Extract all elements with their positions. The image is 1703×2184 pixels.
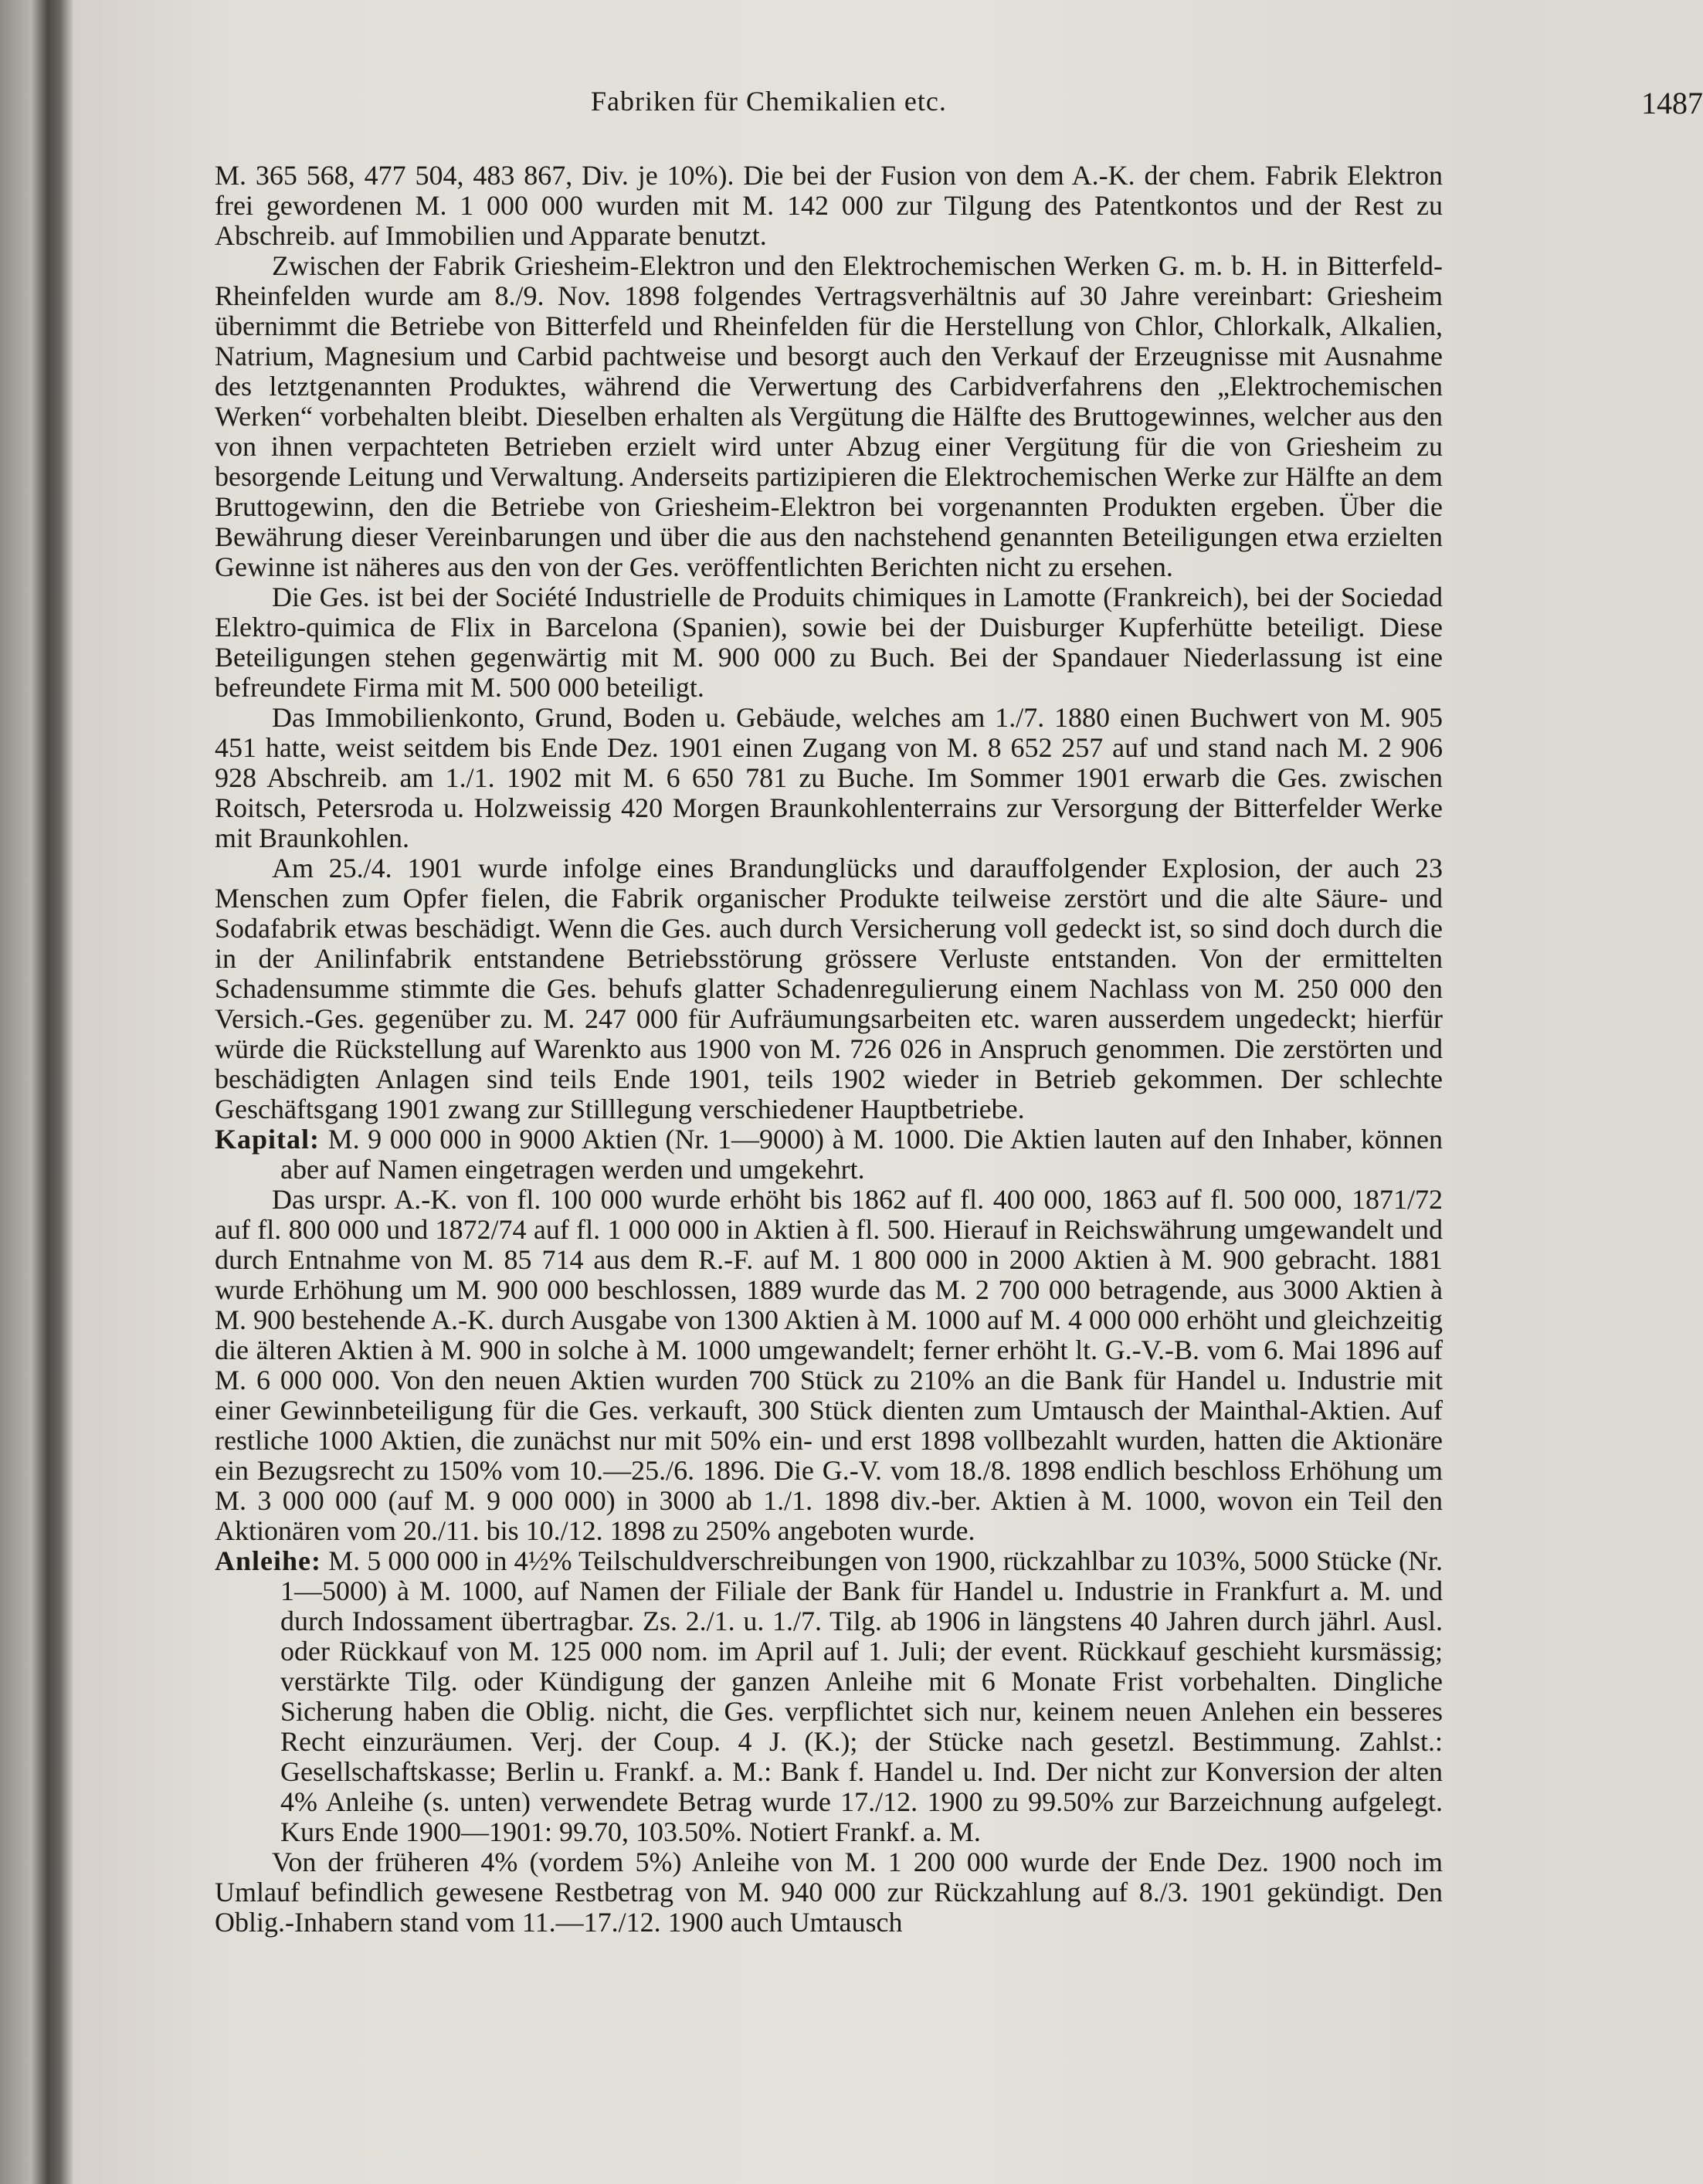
anleihe-label: Anleihe: — [215, 1545, 321, 1576]
paragraph-vertragsverhaeltnis: Zwischen der Fabrik Griesheim-Elektron und den Elektrochemischen Werken G. m. b. H. in Bitterfeld-Rheinfelden wurde am 8./9. Nov. 1898 folgendes Vertragsverhältnis auf 30 Jahre vereinbart: Griesheim übernimmt die Betriebe von Bitterfeld und Rheinfelden für die Herstellung von Chlor, Chlorkalk, Alkalien, Natrium, Magnesium und Carbid pachtweise und besorgt auch den Verkauf der Erzeugnisse mit Ausnahme des letztgenannten Produktes, während die Verwertung des Carbidverfahrens den „Elektrochemischen Werken“ vorbehalten bleibt. Dieselben erhalten als Vergütung die Hälfte des Bruttogewinnes, welcher aus den von ihnen verpachteten Betrieben erzielt wird unter Abzug einer Vergütung für die von Griesheim zu besorgende Leitung und Verwaltung. Anderseits partizipieren die Elektrochemischen Werke zur Hälfte an dem Bruttogewinn, den die Betriebe von Griesheim-Elektron bei vorgenannten Produkten ergeben. Über die Bewährung dieser Vereinbarungen und über die aus den nachstehend genannten Beteiligungen etwa erzielten Gewinne ist näheres aus den von der Ges. veröffentlichten Berichten nicht zu ersehen. — [215, 250, 1443, 582]
paragraph-kapital-history: Das urspr. A.-K. von fl. 100 000 wurde erhöht bis 1862 auf fl. 400 000, 1863 auf fl. 500 000, 1871/72 auf fl. 800 000 und 1872/74 auf fl. 1 000 000 in Aktien à fl. 500. Hierauf in Reichswährung umgewandelt und durch Entnahme von M. 85 714 aus dem R.-F. auf M. 1 800 000 in 2000 Aktien à M. 900 gebracht. 1881 wurde Erhöhung um M. 900 000 beschlossen, 1889 wurde das M. 2 700 000 betragende, aus 3000 Aktien à M. 900 bestehende A.-K. durch Ausgabe von 1300 Aktien à M. 1000 auf M. 4 000 000 erhöht und gleichzeitig die älteren Aktien à M. 900 in solche à M. 1000 umgewandelt; ferner erhöht lt. G.-V.-B. vom 6. Mai 1896 auf M. 6 000 000. Von den neuen Aktien wurden 700 Stück zu 210% an die Bank für Handel u. Industrie mit einer Gewinnbeteiligung für die Ges. verkauft, 300 Stück dienten zum Umtausch der Mainthal-Aktien. Auf restliche 1000 Aktien, die zunächst nur mit 50% ein- und erst 1898 vollbezahlt wurden, hatten die Aktionäre ein Bezugsrecht zu 150% vom 10.—25./6. 1896. Die G.-V. vom 18./8. 1898 endlich beschloss Erhöhung um M. 3 000 000 (auf M. 9 000 000) in 3000 ab 1./1. 1898 div.-ber. Aktien à M. 1000, wovon ein Teil den Aktionären vom 20./11. bis 10./12. 1898 zu 250% angeboten wurde. — [215, 1184, 1443, 1546]
running-head: Fabriken für Chemikalien etc. — [591, 86, 947, 117]
page-header — [73, 85, 1703, 131]
kapital-label: Kapital: — [215, 1124, 321, 1155]
page-body — [215, 161, 1443, 1938]
page-number: 1487 — [1641, 86, 1703, 120]
section-kapital — [215, 1124, 1443, 1185]
paragraph-dividend-fusion: M. 365 568, 477 504, 483 867, Div. je 10%). Die bei der Fusion von dem A.-K. der chem. Fabrik Elektron frei gewordenen M. 1 000 000 wurden mit M. 142 000 zur Tilgung des Patentkontos und der Rest zu Abschreib. auf Immobilien und Apparate benutzt. — [215, 160, 1443, 251]
section-anleihe — [215, 1546, 1443, 1847]
paragraph-anleihe-continued: Von der früheren 4% (vordem 5%) Anleihe von M. 1 200 000 wurde der Ende Dez. 1900 noch im Umlauf befindlich gewesene Restbetrag von M. 940 000 zur Rückzahlung auf 8./3. 1901 gekündigt. Den Oblig.-Inhabern stand vom 11.—17./12. 1900 auch Umtausch — [215, 1847, 1443, 1938]
anleihe-lead: M. 5 000 000 in 4½% Teilschuldverschreibungen von 1900, rückzahlbar zu 103%, 5000 Stücke (Nr. 1—5000) à M. 1000, auf Namen der Filiale der Bank für Handel u. Industrie in Frankfurt a. M. und durch Indossament übertragbar. Zs. 2./1. u. 1./7. Tilg. ab 1906 in längstens 40 Jahren durch jährl. Ausl. oder Rückkauf von M. 125 000 nom. im April auf 1. Juli; der event. Rückkauf geschieht kursmässig; verstärkte Tilg. oder Kündigung der ganzen Anleihe mit 6 Monate Frist vorbehalten. Dingliche Sicherung haben die Oblig. nicht, die Ges. verpflichtet sich nur, keinem neuen Anlehen ein besseres Recht einzuräumen. Verj. der Coup. 4 J. (K.); der Stücke nach gesetzl. Bestimmung. Zahlst.: Gesellschaftskasse; Berlin u. Frankf. a. M.: Bank f. Handel u. Ind. Der nicht zur Konversion der alten 4% Anleihe (s. unten) verwendete Betrag wurde 17./12. 1900 zu 99.50% zur Barzeichnung aufgelegt. Kurs Ende 1900—1901: 99.70, 103.50%. Notiert Frankf. a. M. — [280, 1545, 1443, 1847]
book-binding-gutter — [0, 0, 73, 2184]
paragraph-immobilienkonto: Das Immobilienkonto, Grund, Boden u. Gebäude, welches am 1./7. 1880 einen Buchwert von M. 905 451 hatte, weist seitdem bis Ende Dez. 1901 einen Zugang von M. 8 652 257 auf und stand nach M. 2 906 928 Abschreib. am 1./1. 1902 mit M. 6 650 781 zu Buche. Im Sommer 1901 erwarb die Ges. zwischen Roitsch, Petersroda u. Holzweissig 420 Morgen Braunkohlenterrains zur Versorgung der Bitterfelder Werke mit Braunkohlen. — [215, 702, 1443, 853]
paragraph-brandunglueck: Am 25./4. 1901 wurde infolge eines Brandunglücks und darauffolgender Explosion, der auch 23 Menschen zum Opfer fielen, die Fabrik organischer Produkte teilweise zerstört und die alte Säure- und Sodafabrik etwas beschädigt. Wenn die Ges. auch durch Versicherung voll gedeckt ist, so sind doch durch die in der Anilinfabrik entstandene Betriebsstörung grössere Verluste entstanden. Von der ermittelten Schadensumme stimmte die Ges. behufs glatter Schadenregulierung einem Nachlass von M. 250 000 den Versich.-Ges. gegenüber zu. M. 247 000 für Aufräumungsarbeiten etc. waren ausserdem ungedeckt; hierfür würde die Rückstellung auf Warenkto aus 1900 von M. 726 026 in Anspruch genommen. Die zerstörten und beschädigten Anlagen sind teils Ende 1901, teils 1902 wieder in Betrieb gekommen. Der schlechte Geschäftsgang 1901 zwang zur Stilllegung verschiedener Hauptbetriebe. — [215, 853, 1443, 1124]
paragraph-beteiligungen: Die Ges. ist bei der Société Industrielle de Produits chimiques in Lamotte (Frankreich), bei der Sociedad Elektro-quimica de Flix in Barcelona (Spanien), sowie bei der Duisburger Kupferhütte beteiligt. Diese Beteiligungen stehen gegenwärtig mit M. 900 000 zu Buch. Bei der Spandauer Niederlassung ist eine befreundete Firma mit M. 500 000 beteiligt. — [215, 582, 1443, 703]
kapital-lead: M. 9 000 000 in 9000 Aktien (Nr. 1—9000) à M. 1000. Die Aktien lauten auf den Inhaber, können aber auf Namen eingetragen werden und umgekehrt. — [280, 1124, 1443, 1185]
